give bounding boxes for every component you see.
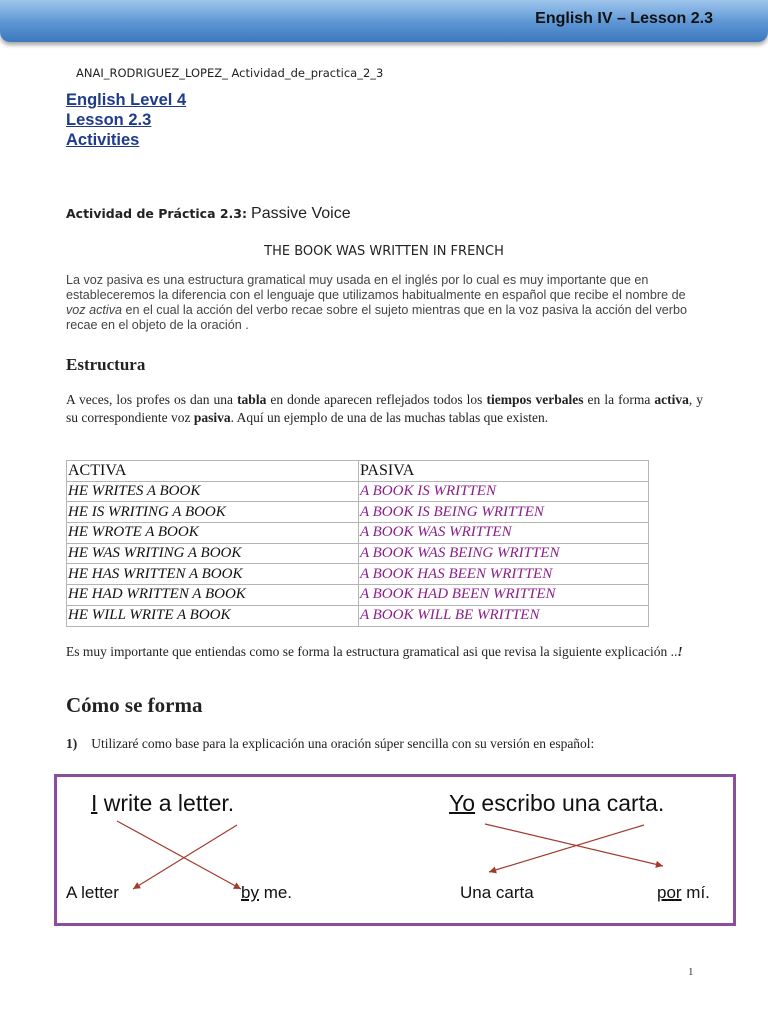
english-active-sentence (91, 790, 234, 817)
estr-text-1: A veces, los profes os dan una (66, 392, 238, 407)
activity-title (66, 205, 351, 223)
table-header-row (67, 461, 649, 482)
table-cell-activa: HE HAD WRITTEN A BOOK (67, 585, 359, 606)
english-me: me. (258, 883, 293, 902)
spanish-passive-agent (657, 883, 710, 903)
link-activities[interactable]: Activities (66, 131, 140, 149)
table-cell-pasiva: A BOOK HAS BEEN WRITTEN (359, 564, 649, 585)
table-cell-pasiva: A BOOK IS WRITTEN (359, 481, 649, 502)
spanish-mi: mí. (681, 883, 710, 902)
file-name: ANAI_RODRIGUEZ_LOPEZ_ Actividad_de_practica_2_3 (76, 66, 384, 80)
table-row (67, 481, 649, 502)
table-cell-activa: HE IS WRITING A BOOK (67, 502, 359, 523)
english-subject: I (91, 790, 98, 816)
table-cell-activa: HE WAS WRITING A BOOK (67, 543, 359, 564)
explanation-exclamation: ! (677, 644, 683, 659)
estr-text-3: en la forma (583, 392, 655, 407)
table-row (67, 502, 649, 523)
estr-bold-2: tiempos verbales (486, 392, 584, 407)
example-figure (54, 774, 736, 926)
spanish-passive-object: Una carta (460, 883, 534, 902)
estructura-paragraph (66, 391, 703, 426)
course-links (66, 90, 186, 150)
intro-text-2: en el cual la acción del verbo recae sobre el sujeto mientras que en la voz pasiva la acción del verbo recae en el objeto de la oración . (66, 303, 687, 332)
table-header-pasiva: PASIVA (359, 461, 649, 482)
arrow-carta-to-una (489, 825, 644, 872)
table-row (67, 605, 649, 626)
voice-table (66, 460, 649, 627)
table-cell-pasiva: A BOOK WAS WRITTEN (359, 523, 649, 544)
page-number: 1 (688, 966, 694, 978)
step-1 (66, 736, 594, 752)
header-bar (0, 0, 768, 42)
table-header-activa: ACTIVA (67, 461, 359, 482)
table-row (67, 585, 649, 606)
table-row (67, 543, 649, 564)
table-cell-activa: HE WRITES A BOOK (67, 481, 359, 502)
english-by: by (241, 883, 259, 902)
activity-label: Actividad de Práctica 2.3: (66, 206, 248, 221)
table-cell-activa: HE WILL WRITE A BOOK (67, 605, 359, 626)
explanation-paragraph (66, 643, 703, 660)
link-lesson[interactable]: Lesson 2.3 (66, 111, 152, 129)
estructura-heading: Estructura (66, 355, 146, 374)
table-cell-activa: HE WROTE A BOOK (67, 523, 359, 544)
table-cell-pasiva: A BOOK WILL BE WRITTEN (359, 605, 649, 626)
intro-paragraph (66, 273, 706, 333)
header-title: English IV – Lesson 2.3 (535, 10, 713, 27)
estr-bold-3: activa (654, 392, 689, 407)
step-number: 1) (66, 736, 78, 751)
arrow-subject-to-agent (117, 821, 241, 889)
estr-text-5: . Aquí un ejemplo de una de las muchas tablas que existen. (230, 409, 549, 425)
table-cell-activa: HE HAS WRITTEN A BOOK (67, 564, 359, 585)
como-heading: Cómo se forma (66, 693, 203, 717)
english-passive-object: A letter (66, 883, 119, 902)
english-rest: write a letter. (97, 790, 235, 816)
step-text: Utilizaré como base para la explicación una oración súper sencilla con su versión en español: (91, 736, 595, 751)
estr-text-2: en donde aparecen reflejados todos los (266, 392, 487, 407)
table-row (67, 564, 649, 585)
activity-topic: Passive Voice (251, 205, 351, 222)
spanish-por: por (657, 883, 682, 902)
table-cell-pasiva: A BOOK WAS BEING WRITTEN (359, 543, 649, 564)
spanish-subject: Yo (449, 790, 476, 816)
link-english-level[interactable]: English Level 4 (66, 91, 187, 109)
explanation-text: Es muy importante que entiendas como se forma la estructura gramatical asi que revisa la siguiente explicación .. (66, 644, 678, 659)
estr-bold-4: pasiva (193, 409, 231, 425)
table-row (67, 523, 649, 544)
english-passive-agent (241, 883, 292, 903)
subtitle: THE BOOK WAS WRITTEN IN FRENCH (264, 244, 504, 259)
arrow-yo-to-por (485, 824, 663, 866)
estr-text-4: , y su correspondiente voz (66, 392, 704, 425)
arrow-object-to-subject (133, 825, 237, 889)
intro-text-1: La voz pasiva es una estructura gramatical muy usada en el inglés por lo cual es muy importante que en estableceremos la diferencia con el lenguaje que utilizamos habitualmente en español que recibe el nombre de (66, 273, 686, 302)
table-cell-pasiva: A BOOK HAD BEEN WRITTEN (359, 585, 649, 606)
estr-bold-1: tabla (237, 392, 267, 407)
spanish-rest: escribo una carta. (475, 790, 665, 816)
table-cell-pasiva: A BOOK IS BEING WRITTEN (359, 502, 649, 523)
spanish-active-sentence (443, 790, 664, 817)
intro-emphasis: voz activa (66, 303, 122, 317)
